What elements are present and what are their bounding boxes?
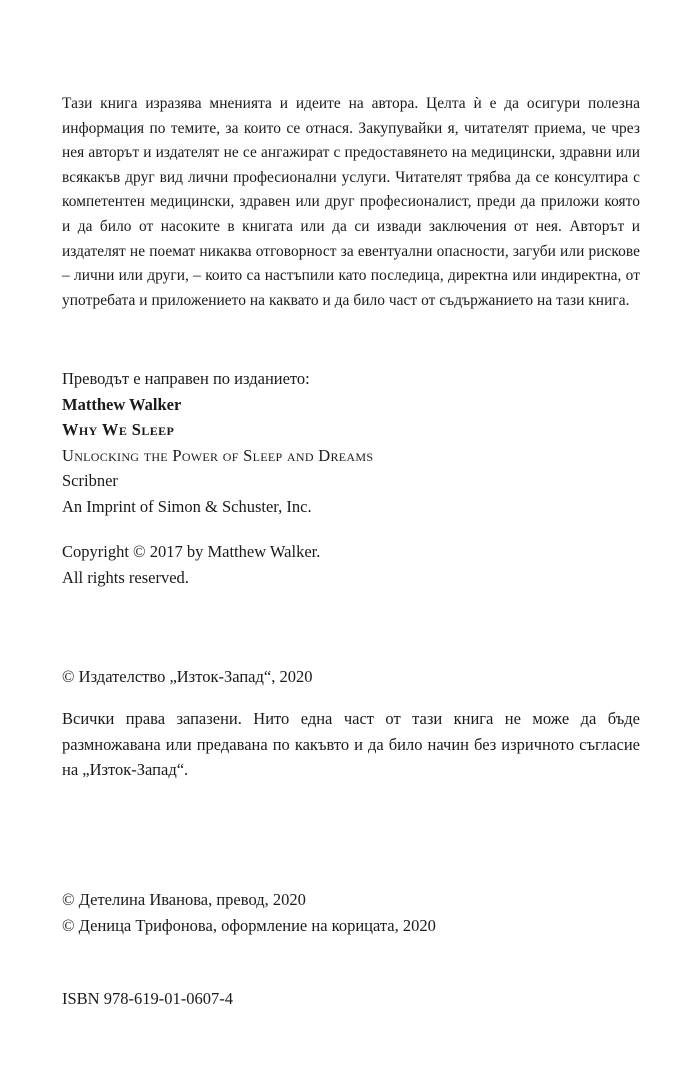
original-imprint: An Imprint of Simon & Schuster, Inc. bbox=[62, 496, 312, 516]
rights-notice-paragraph: Всички права запазени. Нито една част от тази книга не може да бъде размножавана или предавана по какъвто и да било начин без изричното съгласие на „Изток-Запад“. bbox=[62, 709, 640, 780]
copyright-line: Copyright © 2017 by Matthew Walker. bbox=[62, 542, 321, 561]
original-edition-info bbox=[62, 366, 640, 519]
credits-section bbox=[62, 887, 436, 938]
original-subtitle: Unlocking the Power of Sleep and Dreams bbox=[62, 445, 374, 465]
publisher-copyright: © Издателство „Изток-Запад“, 2020 bbox=[62, 667, 313, 686]
rights-reserved-line: All rights reserved. bbox=[62, 567, 189, 587]
original-author: Matthew Walker bbox=[62, 394, 182, 414]
cover-design-credit: © Деница Трифонова, оформление на корицата, 2020 bbox=[62, 915, 436, 935]
original-title: Why We Sleep bbox=[62, 420, 175, 439]
rights-notice-section bbox=[62, 706, 640, 783]
disclaimer-section bbox=[62, 92, 640, 313]
original-copyright bbox=[62, 539, 320, 590]
translator-credit: © Детелина Иванова, превод, 2020 bbox=[62, 890, 306, 909]
disclaimer-paragraph: Тази книга изразява мненията и идеите на автора. Целта ѝ е да осигури полезна информация по темите, за които се отнася. Закупувайки я, читателят приема, че чрез нея авторът и издателят не се ангажират с предоставянето на медицински, здравни или всякакъв друг вид лични професионални услуги. Читателят трябва да се консултира с компетентен медицински, здравен или друг професионалист, преди да приложи която и да било от насоките в книгата или да си извади заключения от нея. Авторът и издателят не поемат никаква отговорност за евентуални опасности, загуби или рискове – лични или други, – които са настъпили като последица, директна или индиректна, от употребата и приложението на каквато и да било част от съдържанието на тази книга. bbox=[62, 95, 640, 309]
translation-intro: Преводът е направен по изданието: bbox=[62, 369, 310, 388]
isbn-number: ISBN 978-619-01-0607-4 bbox=[62, 989, 233, 1008]
original-publisher: Scribner bbox=[62, 471, 118, 490]
